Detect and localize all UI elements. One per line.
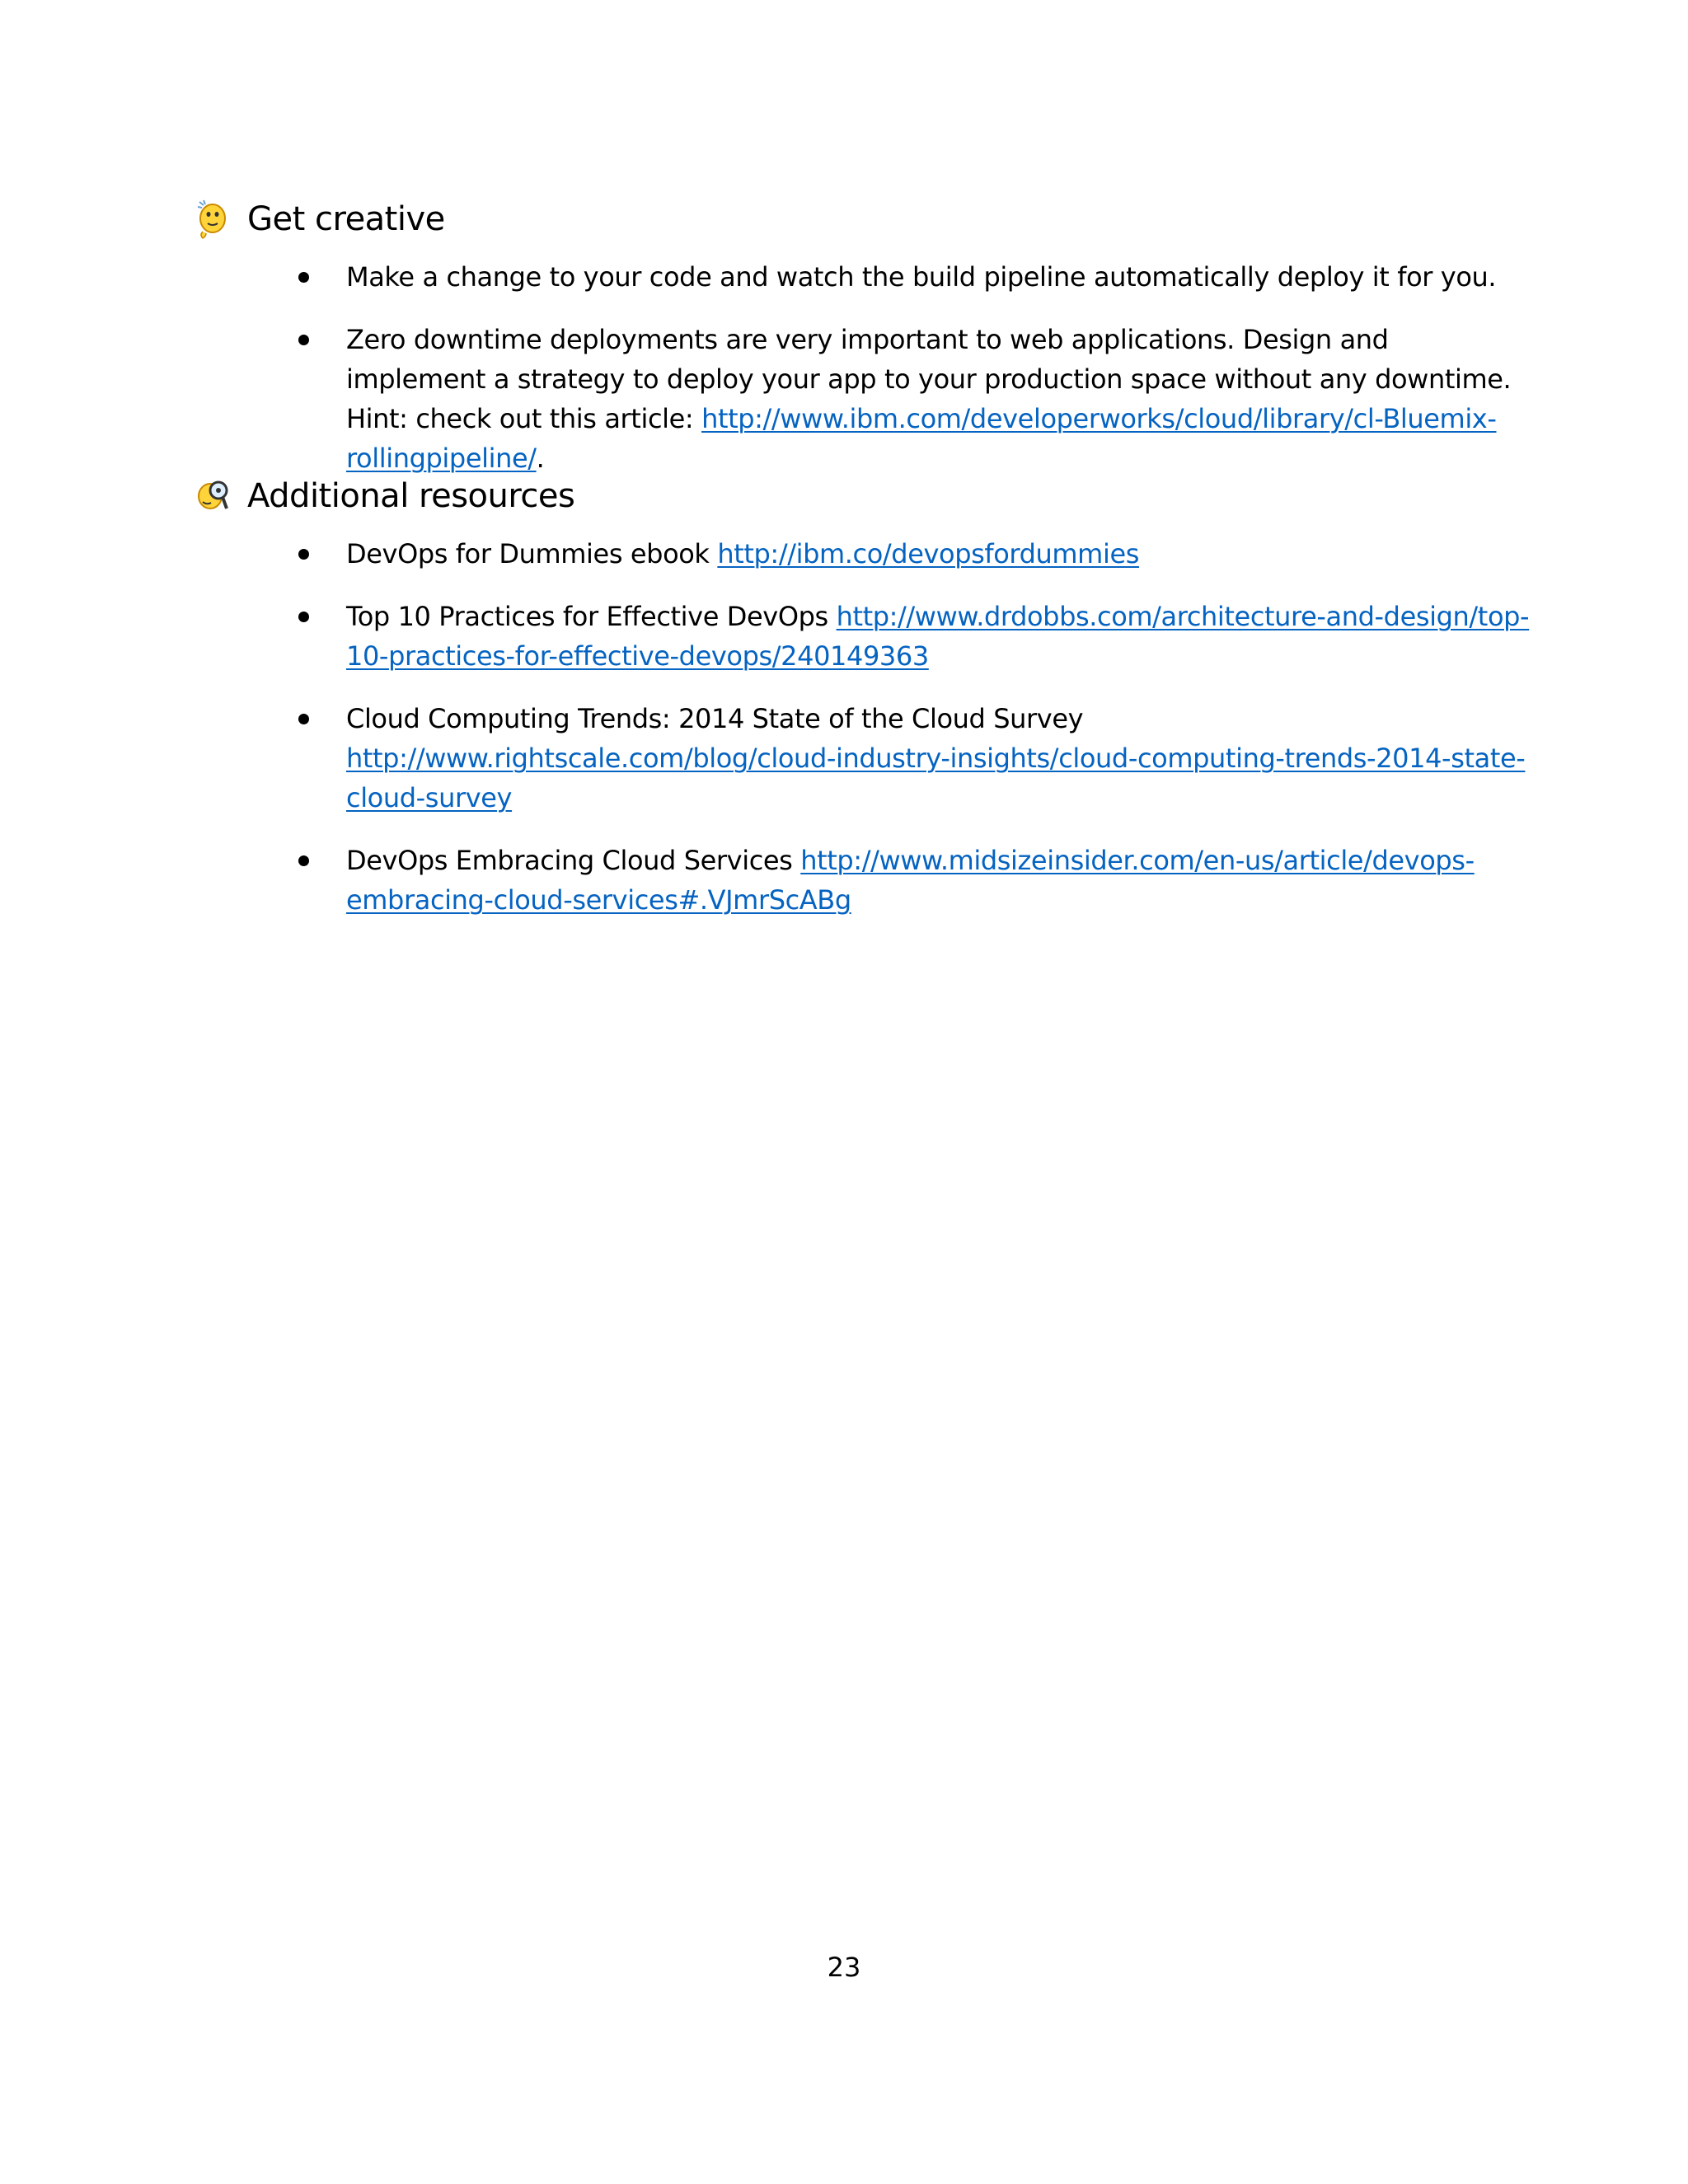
list-item-text: Zero downtime deployments are very important to web applications. Design and implement a strategy to deploy your app to your production space without any downtime. Hint: check out this article: bbox=[346, 324, 1512, 434]
thinking-face-icon bbox=[196, 199, 231, 240]
section-get-creative bbox=[196, 194, 1531, 478]
page-number: 23 bbox=[827, 1952, 861, 1983]
bullet-list bbox=[196, 257, 1531, 478]
list-item-text: DevOps Embracing Cloud Services bbox=[346, 845, 801, 876]
list-item-text: Make a change to your code and watch the build pipeline automatically deploy it for you. bbox=[346, 261, 1497, 293]
list-item-text: Cloud Computing Trends: 2014 State of the Cloud Survey bbox=[346, 703, 1084, 734]
list-item-text: Top 10 Practices for Effective DevOps bbox=[346, 601, 837, 632]
resource-link[interactable]: http://www.midsizeinsider.com/en-us/article/devops-embracing-cloud-services#.VJmrScABg bbox=[346, 845, 1475, 916]
section-title: Get creative bbox=[247, 200, 445, 238]
resource-link[interactable]: http://www.drdobbs.com/architecture-and-design/top-10-practices-for-effective-devops/240149363 bbox=[346, 601, 1530, 672]
section-additional-resources bbox=[196, 471, 1531, 920]
list-item bbox=[196, 320, 1531, 478]
list-item-text: DevOps for Dummies ebook bbox=[346, 538, 718, 569]
bullet-list bbox=[196, 534, 1531, 920]
list-item bbox=[196, 257, 1531, 297]
magnifier-face-icon bbox=[196, 476, 231, 517]
list-item bbox=[196, 841, 1531, 920]
list-item bbox=[196, 597, 1531, 676]
list-item bbox=[196, 699, 1531, 818]
resource-link[interactable]: http://www.rightscale.com/blog/cloud-industry-insights/cloud-computing-trends-2014-state-cloud-survey bbox=[346, 743, 1526, 813]
section-title: Additional resources bbox=[247, 477, 575, 515]
section-heading bbox=[196, 194, 1531, 244]
resource-link[interactable]: http://ibm.co/devopsfordummies bbox=[717, 538, 1140, 569]
section-heading bbox=[196, 471, 1531, 521]
list-item-suffix: . bbox=[536, 443, 545, 474]
list-item bbox=[196, 534, 1531, 574]
article-link[interactable]: http://www.ibm.com/developerworks/cloud/library/cl-Bluemix-rollingpipeline/ bbox=[346, 403, 1497, 474]
